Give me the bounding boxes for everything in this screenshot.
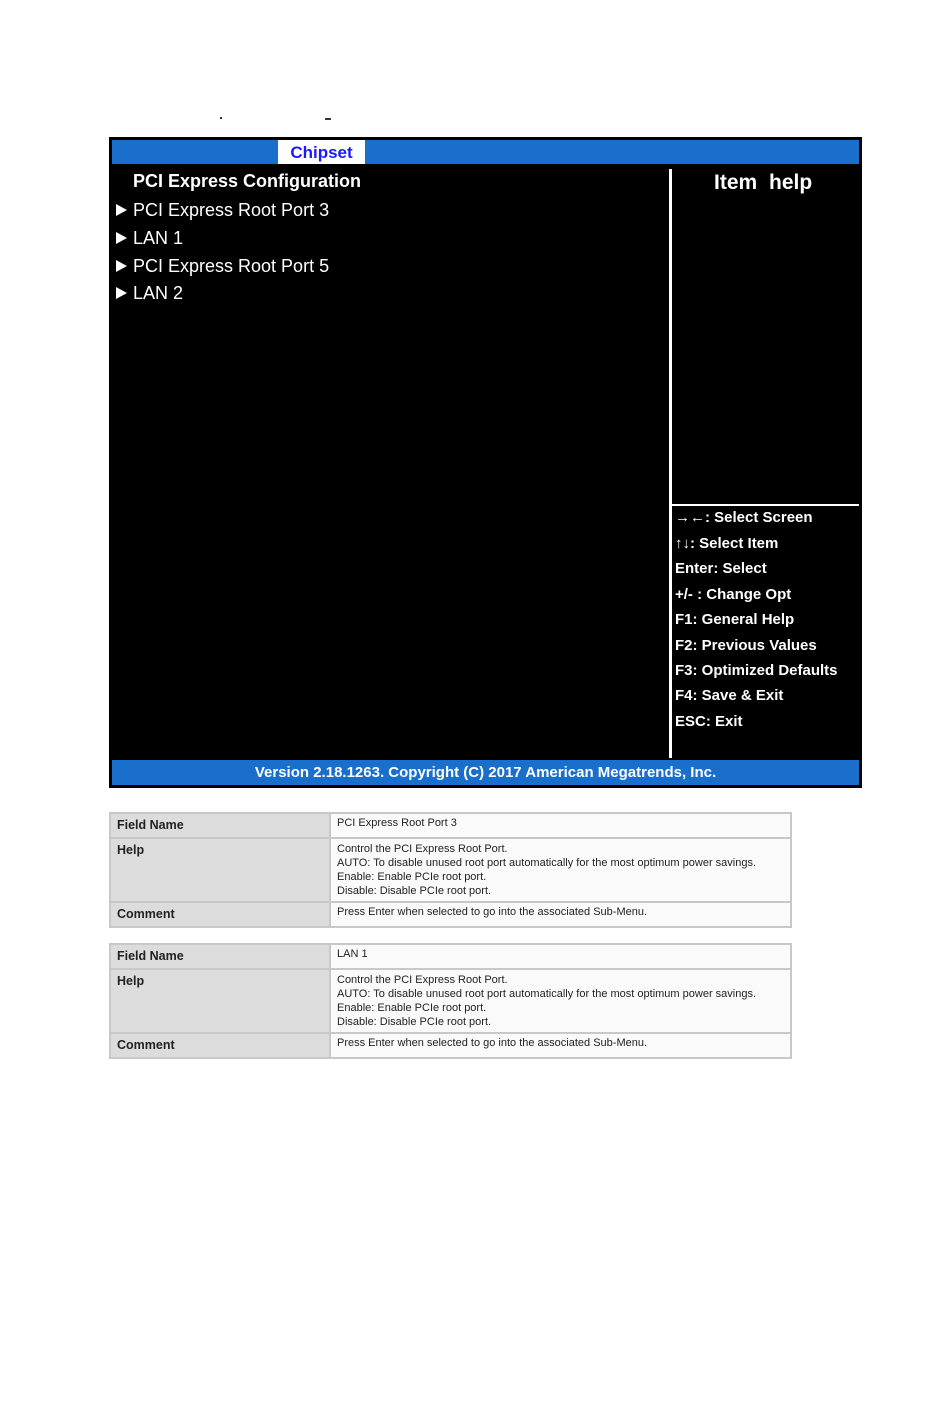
- field-name-label: Field Name: [110, 813, 330, 838]
- help-line: Disable: Disable PCIe root port.: [337, 885, 492, 897]
- main-panel: [109, 164, 669, 758]
- key-help-f3: F3: Optimized Defaults: [675, 662, 838, 679]
- item-help-title: Item help: [714, 171, 813, 194]
- key-help-f1: F1: General Help: [675, 611, 795, 628]
- stray-mark: [325, 111, 329, 121]
- help-line: Enable: Enable PCIe root port.: [337, 871, 487, 883]
- field-table-lan-1: [109, 943, 792, 1059]
- tab-bar: [112, 140, 859, 164]
- key-help-change-opt: +/- : Change Opt: [675, 586, 792, 603]
- submenu-arrow-icon: [116, 287, 127, 299]
- menu-item-pcie-root-port-5[interactable]: [116, 256, 329, 277]
- field-name-value: PCI Express Root Port 3: [330, 813, 791, 838]
- help-label: Help: [110, 838, 330, 902]
- help-value: [330, 838, 791, 902]
- field-table-pcie-root-port-3: [109, 812, 792, 928]
- key-help-select-screen: →←: Select Screen: [675, 509, 813, 526]
- help-line: Disable: Disable PCIe root port.: [337, 1016, 492, 1028]
- menu-item-label: LAN 1: [133, 228, 184, 248]
- key-help-enter: Enter: Select: [675, 560, 767, 577]
- comment-label: Comment: [110, 1033, 330, 1058]
- key-help-f4: F4: Save & Exit: [675, 687, 784, 704]
- help-value: [330, 969, 791, 1033]
- comment-value: Press Enter when selected to go into the associated Sub-Menu.: [330, 902, 791, 927]
- tab-chipset[interactable]: Chipset: [278, 140, 365, 164]
- menu-item-label: PCI Express Root Port 3: [133, 200, 330, 220]
- field-name-label: Field Name: [110, 944, 330, 969]
- help-line: Control the PCI Express Root Port.: [337, 843, 508, 855]
- menu-item-lan-2[interactable]: [116, 283, 183, 304]
- version-footer: Version 2.18.1263. Copyright (C) 2017 American Megatrends, Inc.: [112, 760, 859, 785]
- submenu-arrow-icon: [116, 260, 127, 272]
- submenu-arrow-icon: [116, 232, 127, 244]
- help-line: AUTO: To disable unused root port automatically for the most optimum power savings.: [337, 857, 757, 869]
- key-help-select-item: ↑↓: Select Item: [675, 535, 779, 552]
- field-name-value: LAN 1: [330, 944, 791, 969]
- help-label: Help: [110, 969, 330, 1033]
- menu-item-lan-1[interactable]: [116, 228, 183, 249]
- panel-divider: [669, 169, 672, 758]
- help-line: Control the PCI Express Root Port.: [337, 974, 508, 986]
- submenu-arrow-icon: [116, 204, 127, 216]
- menu-item-pcie-root-port-3[interactable]: [116, 200, 329, 221]
- help-divider: [672, 504, 859, 506]
- comment-label: Comment: [110, 902, 330, 927]
- bios-screen: [109, 137, 862, 788]
- menu-item-label: LAN 2: [133, 283, 184, 303]
- help-line: Enable: Enable PCIe root port.: [337, 1002, 487, 1014]
- section-title: PCI Express Configuration: [133, 171, 362, 191]
- comment-value: Press Enter when selected to go into the associated Sub-Menu.: [330, 1033, 791, 1058]
- menu-item-label: PCI Express Root Port 5: [133, 256, 330, 276]
- stray-mark: [219, 111, 223, 121]
- key-help-esc: ESC: Exit: [675, 713, 743, 730]
- key-help-f2: F2: Previous Values: [675, 637, 817, 654]
- help-line: AUTO: To disable unused root port automatically for the most optimum power savings.: [337, 988, 757, 1000]
